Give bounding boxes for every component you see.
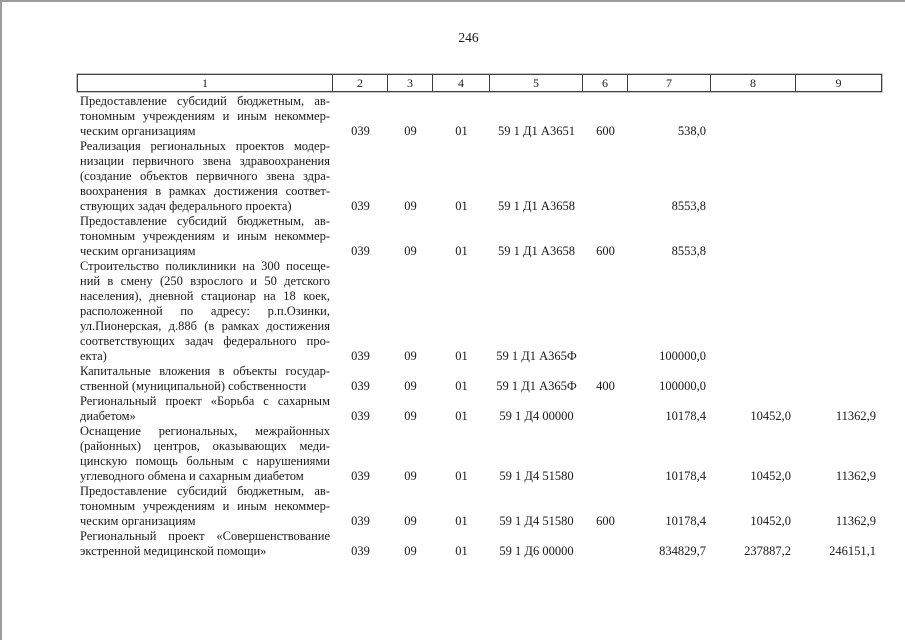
cell-col-7: 834829,7: [659, 544, 706, 558]
cell-col-1: [78, 94, 333, 139]
header-cell-8: 8: [711, 75, 796, 91]
description-line: ческим организациям: [80, 244, 196, 258]
cell-col-9: [796, 349, 881, 364]
cell-col-7: 10178,4: [665, 409, 706, 423]
description-line: ственной (муниципальной) собственности: [80, 379, 307, 393]
cell-col-7: 10178,4: [665, 469, 706, 483]
table-row: [78, 484, 882, 529]
cell-col-7: 100000,0: [659, 349, 706, 363]
table-header-row: [77, 74, 882, 92]
cell-col-2: 039: [351, 244, 370, 258]
cell-col-9: [796, 379, 881, 394]
table-row: [78, 364, 882, 394]
header-cell-5: 5: [490, 75, 583, 91]
table-row: [78, 394, 882, 424]
description-line: расположенной по адресу: р.п.Озинки,: [80, 304, 330, 318]
cell-col-1: [78, 424, 333, 484]
description-line: углеводного обмена и сахарным диабетом: [80, 469, 304, 483]
description-line: тономным учреждениям и иным некоммер-: [80, 499, 330, 513]
header-cell-3: 3: [388, 75, 433, 91]
cell-col-6: 400: [596, 379, 615, 393]
description-line: (создание объектов первичного звена здра-: [80, 169, 330, 183]
cell-col-5: 59 1 Д4 00000: [499, 409, 574, 423]
cell-col-3: 09: [404, 199, 417, 213]
description-line: Капитальные вложения в объекты государ-: [80, 364, 330, 378]
cell-col-4: 01: [455, 199, 468, 213]
table-row: [78, 139, 882, 214]
cell-col-3: 09: [404, 514, 417, 528]
description-line: ческим организациям: [80, 514, 196, 528]
cell-col-2: 039: [351, 199, 370, 213]
cell-col-1: [78, 484, 333, 529]
header-cell-1: 1: [78, 75, 333, 91]
cell-col-7: 538,0: [677, 124, 706, 138]
description-line: Предоставление субсидий бюджетным, ав-: [80, 484, 330, 498]
description-line: Реализация региональных проектов модер-: [80, 139, 330, 153]
header-cell-9: 9: [835, 76, 842, 90]
cell-col-2: 039: [351, 544, 370, 558]
page-number: 246: [458, 30, 479, 45]
cell-col-6: [583, 409, 628, 424]
cell-col-6: [583, 469, 628, 484]
header-cell-4: 4: [433, 75, 490, 91]
table-row: [78, 424, 882, 484]
cell-col-7: 10178,4: [665, 514, 706, 528]
cell-col-1: [78, 529, 333, 559]
cell-col-5: 59 1 Д1 А3658: [498, 244, 575, 258]
cell-col-8: 10452,0: [750, 469, 791, 483]
description-line: соответствующих задач федерального про-: [80, 334, 330, 348]
cell-col-2: 039: [351, 124, 370, 138]
description-line: Региональный проект «Борьба с сахарным: [80, 394, 330, 408]
table-row: [78, 529, 882, 559]
header-cell-7: 7: [628, 75, 711, 91]
cell-col-9: 11362,9: [835, 469, 876, 483]
header-cell-6: 6: [583, 75, 628, 91]
cell-col-4: 01: [455, 349, 468, 363]
cell-col-5: 59 1 Д1 А3658: [498, 199, 575, 213]
cell-col-5: 59 1 Д1 А365Ф: [496, 349, 577, 363]
cell-col-5: 59 1 Д4 51580: [499, 469, 574, 483]
cell-col-4: 01: [455, 379, 468, 393]
description-line: тономным учреждениям и иным некоммер-: [80, 109, 330, 123]
cell-col-1: [78, 364, 333, 394]
description-line: ствующих задач федерального проекта): [80, 199, 292, 213]
cell-col-1: [78, 259, 333, 364]
cell-col-6: [583, 199, 628, 214]
cell-col-1: [78, 394, 333, 424]
cell-col-7: 8553,8: [671, 199, 706, 213]
cell-col-8: 10452,0: [750, 409, 791, 423]
cell-col-1: [78, 139, 333, 214]
description-line: населения), дневной стационар на 18 коек,: [80, 289, 330, 303]
cell-col-6: 600: [596, 514, 615, 528]
cell-col-4: 01: [455, 244, 468, 258]
cell-col-9: [796, 124, 881, 139]
cell-col-9: [796, 244, 881, 259]
cell-col-4: 01: [455, 469, 468, 483]
cell-col-3: 09: [404, 244, 417, 258]
cell-col-2: 039: [351, 349, 370, 363]
description-line: Строительство поликлиники на 300 посеще-: [80, 259, 330, 273]
description-line: екта): [80, 349, 107, 363]
cell-col-3: 09: [404, 379, 417, 393]
cell-col-8: 10452,0: [750, 514, 791, 528]
cell-col-7: 100000,0: [659, 379, 706, 393]
cell-col-3: 09: [404, 349, 417, 363]
description-line: тономным учреждениям и иным некоммер-: [80, 229, 330, 243]
description-line: диабетом»: [80, 409, 136, 423]
cell-col-9: 246151,1: [829, 544, 876, 558]
description-line: воохранения в рамках достижения соответ-: [80, 184, 330, 198]
cell-col-9: 11362,9: [835, 409, 876, 423]
cell-col-3: 09: [404, 124, 417, 138]
cell-col-8: 237887,2: [744, 544, 791, 558]
cell-col-6: 600: [596, 244, 615, 258]
description-line: ний в смену (250 взрослого и 50 детского: [80, 274, 330, 288]
table-body: [78, 94, 882, 559]
cell-col-5: 59 1 Д1 А365Ф: [496, 379, 577, 393]
cell-col-9: [796, 199, 881, 214]
cell-col-4: 01: [455, 124, 468, 138]
description-line: ческим организациям: [80, 124, 196, 138]
cell-col-8: [711, 199, 796, 214]
cell-col-4: 01: [455, 514, 468, 528]
cell-col-5: 59 1 Д4 51580: [499, 514, 574, 528]
cell-col-8: [711, 349, 796, 364]
cell-col-9: 11362,9: [835, 514, 876, 528]
cell-col-6: 600: [596, 124, 615, 138]
description-line: Предоставление субсидий бюджетным, ав-: [80, 214, 330, 228]
cell-col-2: 039: [351, 514, 370, 528]
cell-col-3: 09: [404, 409, 417, 423]
description-line: (районных) центров, оказывающих меди-: [80, 439, 330, 453]
table-row: [78, 259, 882, 364]
description-line: цинскую помощь больным с нарушениями: [80, 454, 330, 468]
cell-col-7: 8553,8: [671, 244, 706, 258]
cell-col-4: 01: [455, 544, 468, 558]
budget-table: [77, 74, 882, 559]
cell-col-5: 59 1 Д6 00000: [499, 544, 574, 558]
cell-col-6: [583, 349, 628, 364]
cell-col-8: [711, 124, 796, 139]
cell-col-8: [711, 379, 796, 394]
cell-col-5: 59 1 Д1 А3651: [498, 124, 575, 138]
header-cell-2: 2: [333, 75, 388, 91]
description-line: Предоставление субсидий бюджетным, ав-: [80, 94, 330, 108]
cell-col-2: 039: [351, 379, 370, 393]
description-line: низации первичного звена здравоохранения: [80, 154, 330, 168]
description-line: Оснащение региональных, межрайонных: [80, 424, 330, 438]
cell-col-8: [711, 244, 796, 259]
cell-col-2: 039: [351, 409, 370, 423]
cell-col-1: [78, 214, 333, 259]
description-line: ул.Пионерская, д.88б (в рамках достижения: [80, 319, 330, 333]
cell-col-3: 09: [404, 544, 417, 558]
cell-col-4: 01: [455, 409, 468, 423]
cell-col-2: 039: [351, 469, 370, 483]
table-row: [78, 94, 882, 139]
description-line: Региональный проект «Совершенствование: [80, 529, 330, 543]
description-line: экстренной медицинской помощи»: [80, 544, 267, 558]
cell-col-3: 09: [404, 469, 417, 483]
table-row: [78, 214, 882, 259]
cell-col-6: [583, 544, 628, 559]
